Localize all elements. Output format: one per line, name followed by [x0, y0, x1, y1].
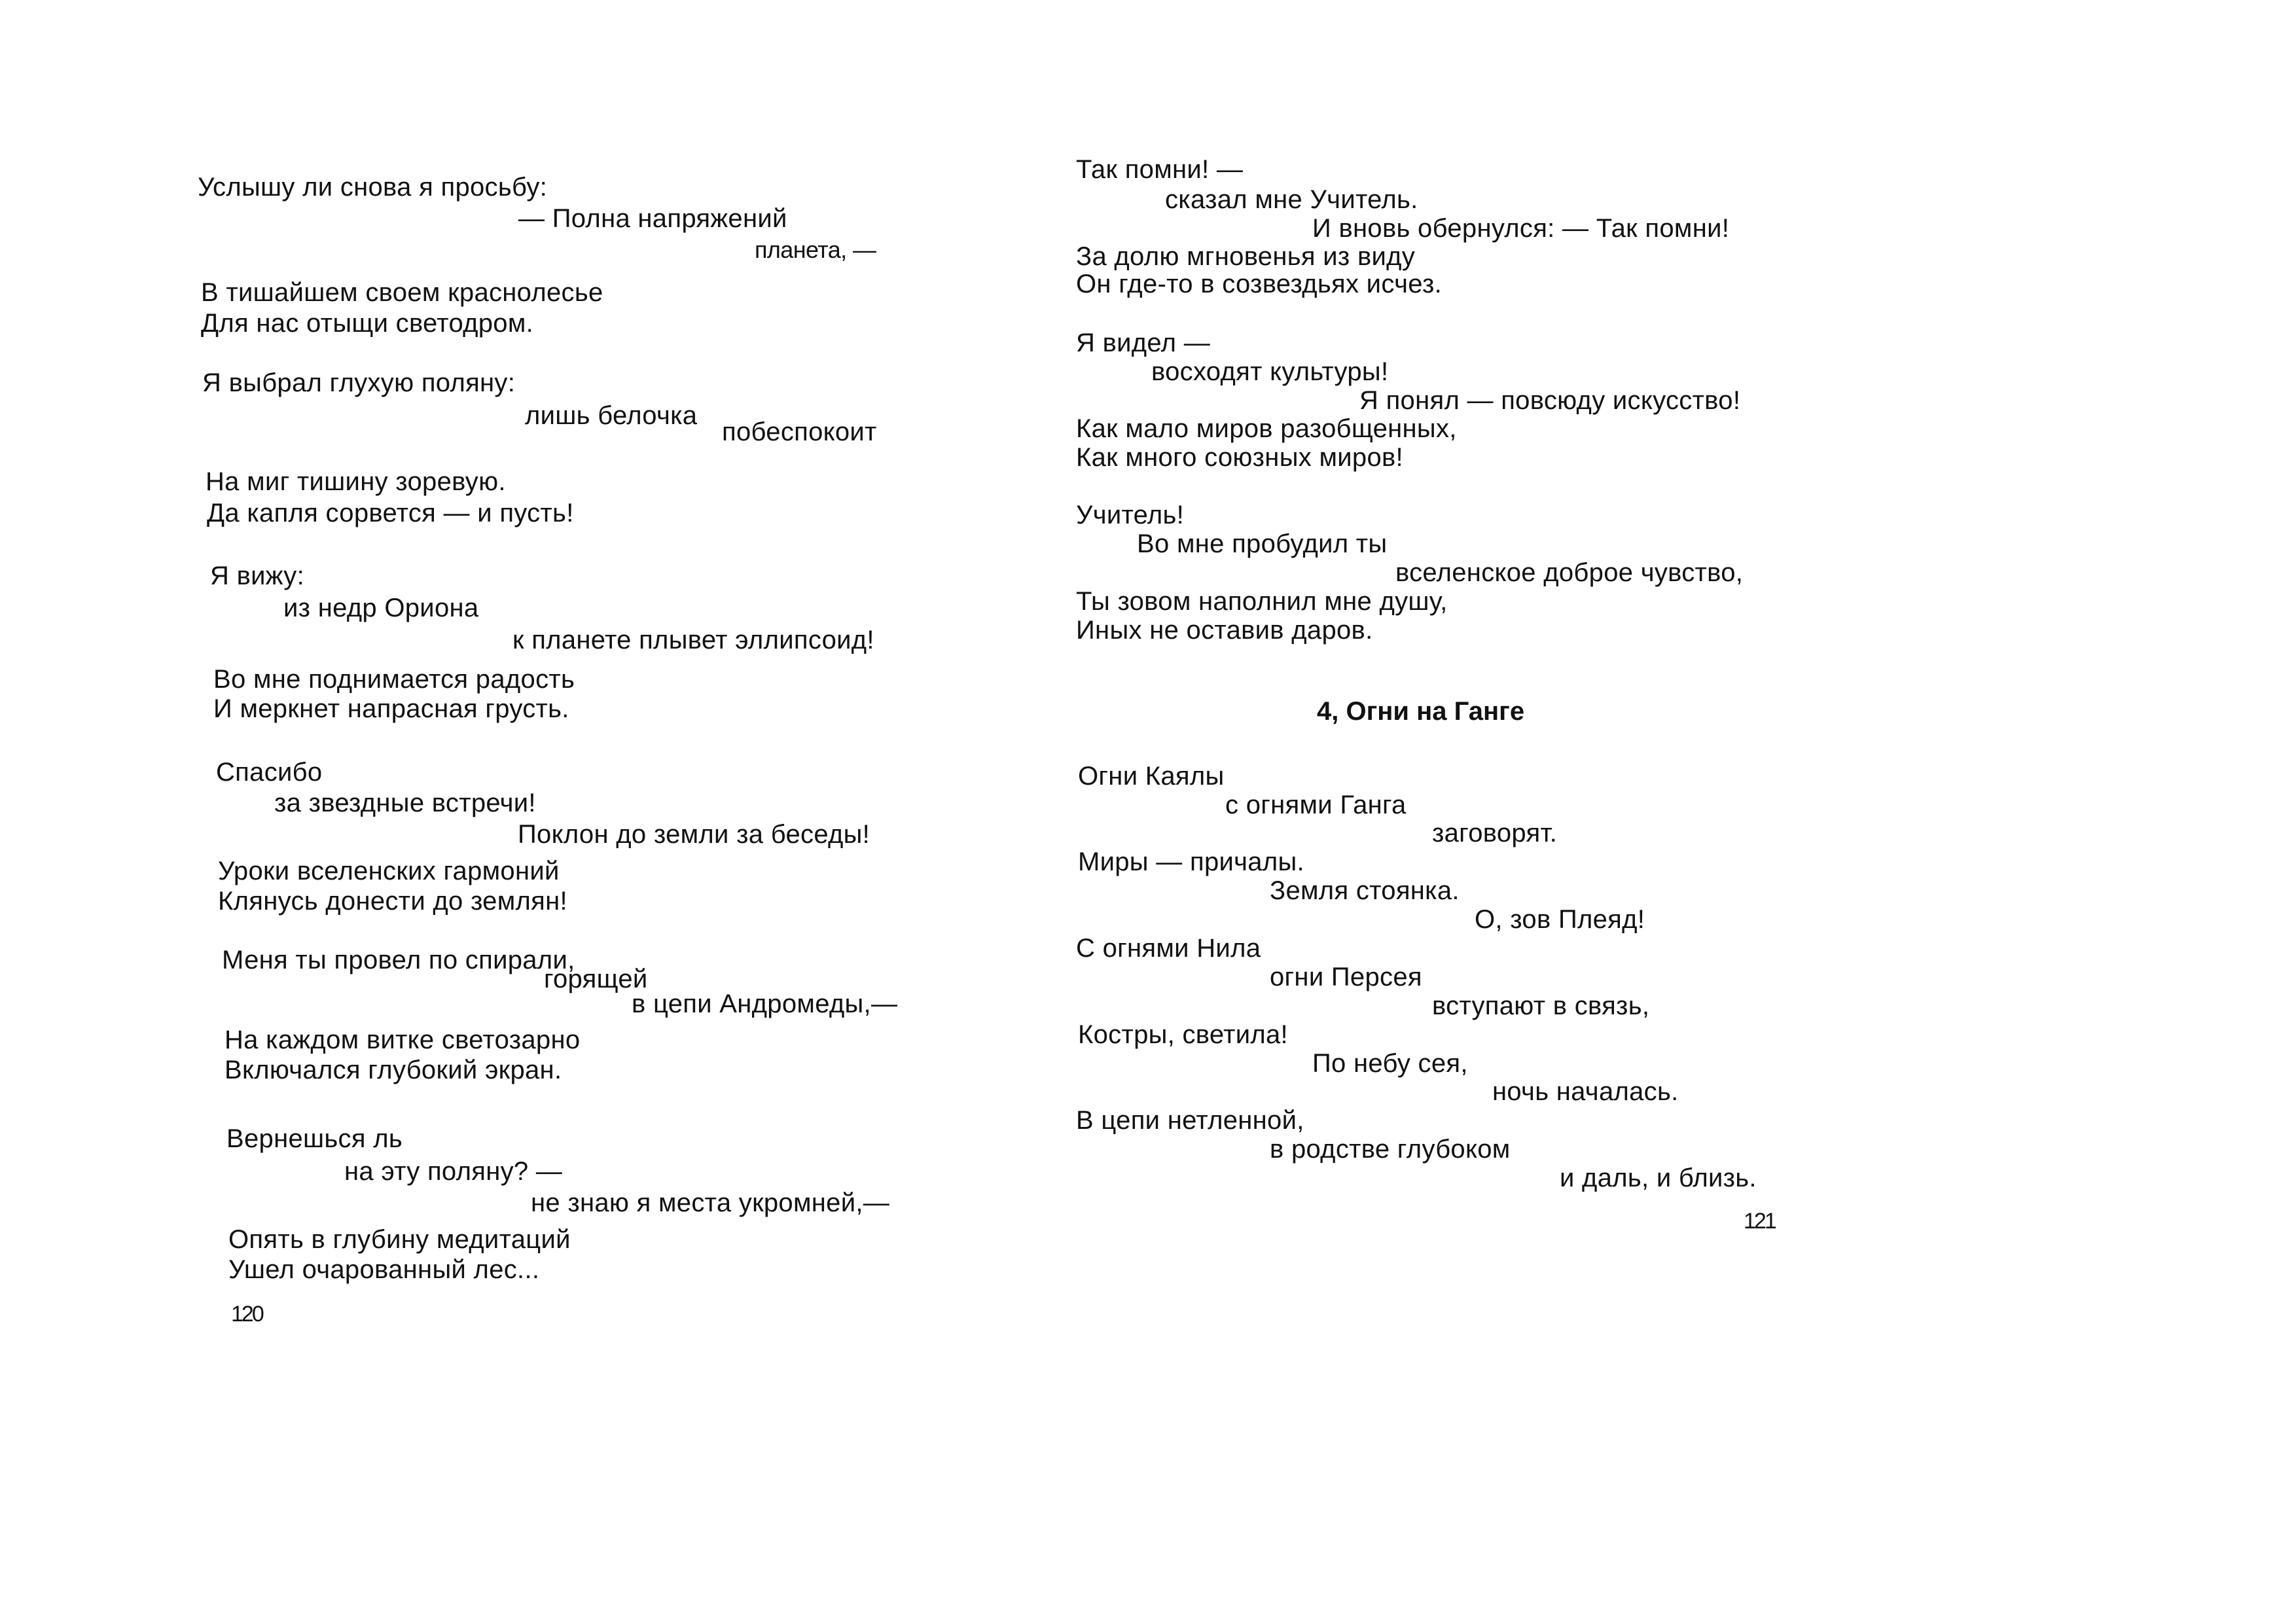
right-page — [1076, 0, 2296, 1623]
verse-line: Я понял — повсюду искусство! — [1359, 386, 1741, 415]
verse-line: И вновь обернулся: — Так помни! — [1312, 214, 1730, 243]
verse-line: с огнями Ганга — [1225, 791, 1407, 819]
verse-line: на эту поляну? — — [344, 1157, 563, 1186]
section-heading: 4, Огни на Ганге — [1317, 697, 1525, 726]
verse-line: Меня ты провел по спирали, — [222, 946, 575, 974]
verse-line: С огнями Нила — [1076, 934, 1261, 963]
verse-line: Огни Каялы — [1078, 762, 1225, 791]
verse-line: лишь белочка — [525, 401, 698, 430]
verse-line: Костры, светила! — [1078, 1020, 1288, 1049]
verse-line: Я вижу: — [210, 562, 305, 590]
verse-line: Как много союзных миров! — [1076, 443, 1403, 472]
verse-line: Как мало миров разобщенных, — [1076, 414, 1457, 443]
verse-line: за звездные встречи! — [274, 789, 536, 817]
verse-line: к планете плывет эллипсоид! — [512, 626, 874, 654]
verse-line: По небу сея, — [1312, 1049, 1468, 1078]
verse-line: В цепи нетленной, — [1076, 1106, 1304, 1135]
verse-line: Спасибо — [216, 758, 323, 787]
verse-line: восходят культуры! — [1151, 357, 1389, 386]
verse-line: огни Персея — [1270, 963, 1422, 991]
verse-line: заговорят. — [1432, 819, 1558, 847]
verse-line: — Полна напряжений — [518, 204, 787, 233]
verse-line: планета, — — [755, 236, 876, 263]
verse-line: вселенское доброе чувство, — [1395, 558, 1744, 587]
verse-line: Учитель! — [1076, 501, 1185, 529]
verse-line: горящей — [544, 965, 648, 993]
verse-line: из недр Ориона — [283, 594, 479, 622]
verse-line: И меркнет напрасная грусть. — [213, 694, 569, 723]
verse-line: побеспокоит — [722, 418, 877, 446]
verse-line: Поклон до земли за беседы! — [518, 820, 870, 849]
verse-line: сказал мне Учитель. — [1165, 185, 1418, 214]
verse-line: Во мне поднимается радость — [213, 665, 575, 694]
verse-line: ночь началась. — [1492, 1077, 1679, 1106]
verse-line: вступают в связь, — [1432, 991, 1650, 1020]
verse-line: Так помни! — — [1076, 155, 1244, 184]
verse-line: не знаю я места укромней,— — [531, 1188, 890, 1217]
verse-line: Ушел очарованный лес... — [228, 1255, 540, 1284]
verse-line: Земля стоянка. — [1270, 876, 1460, 905]
verse-line: Включался глубокий экран. — [224, 1056, 562, 1084]
verse-line: в родстве глубоком — [1270, 1135, 1511, 1164]
verse-line: Он где-то в созвездьях исчез. — [1076, 270, 1443, 298]
verse-line: О, зов Плеяд! — [1475, 905, 1645, 934]
verse-line: Ты зовом наполнил мне душу, — [1076, 587, 1448, 616]
verse-line: Уроки вселенских гармоний — [218, 857, 560, 885]
verse-line: и даль, и близь. — [1560, 1164, 1757, 1192]
verse-line: Клянусь донести до землян! — [218, 887, 567, 916]
verse-line: На каждом витке светозарно — [224, 1026, 581, 1054]
verse-line: Опять в глубину медитаций — [228, 1225, 571, 1254]
page-number: 121 — [1744, 1209, 1775, 1234]
verse-line: Да капля сорвется — и пусть! — [207, 499, 574, 527]
verse-line: Для нас отыщи светодром. — [201, 309, 534, 338]
verse-line: Я видел — — [1076, 329, 1211, 357]
page-number: 120 — [231, 1302, 262, 1327]
verse-line: Я выбрал глухую поляну: — [202, 368, 516, 397]
verse-line: На миг тишину зоревую. — [206, 467, 506, 496]
verse-line: За долю мгновенья из виду — [1076, 242, 1416, 271]
verse-line: Иных не оставив даров. — [1076, 616, 1373, 645]
verse-line: Миры — причалы. — [1078, 847, 1304, 876]
left-page — [0, 0, 1113, 1623]
verse-line: Вернешься ль — [226, 1124, 403, 1153]
verse-line: Во мне пробудил ты — [1137, 529, 1388, 558]
verse-line: Услышу ли снова я просьбу: — [198, 173, 548, 202]
verse-line: в цепи Андромеды,— — [632, 990, 898, 1018]
verse-line: В тишайшем своем краснолесье — [201, 278, 603, 307]
